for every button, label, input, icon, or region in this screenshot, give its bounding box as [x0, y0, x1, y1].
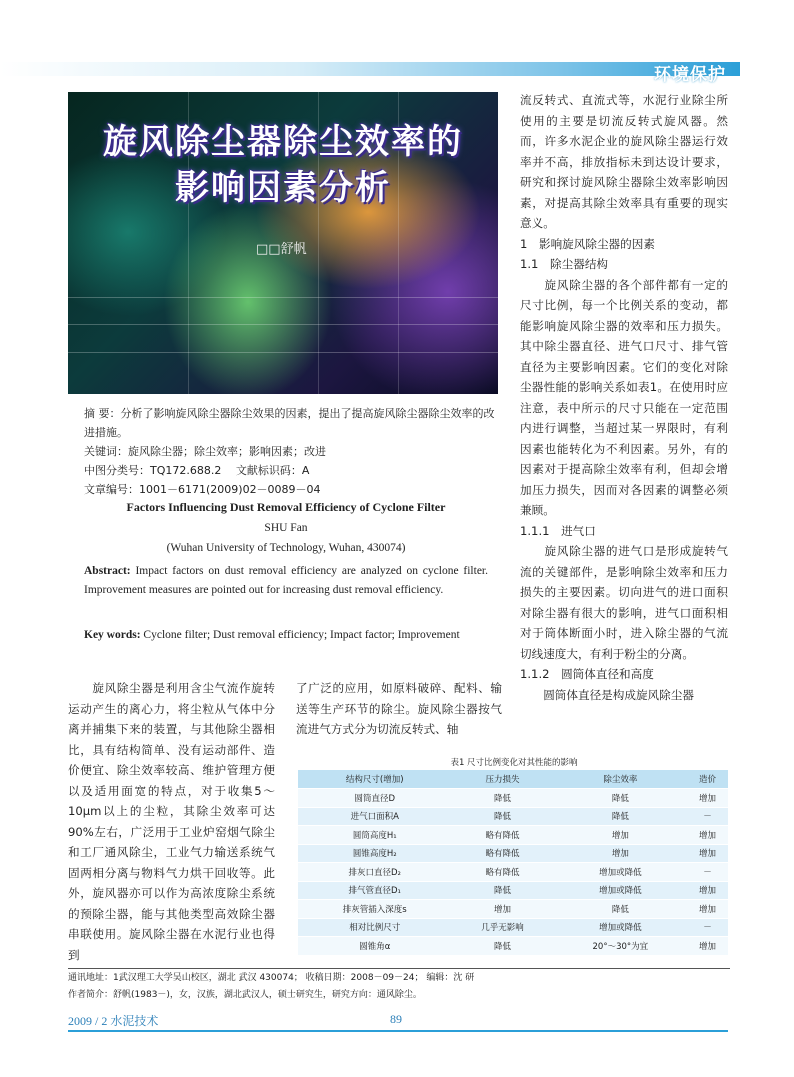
table-cell: 增加或降低	[554, 918, 688, 937]
table-header-row	[298, 770, 728, 789]
table-cell: 降低	[451, 937, 553, 956]
table-cell: 增加或降低	[554, 863, 688, 882]
hero-image	[68, 92, 498, 394]
heading-1-1: 1.1 除尘器结构	[520, 257, 609, 271]
body-right-column	[520, 90, 728, 705]
table-cell: 相对比例尺寸	[298, 918, 451, 937]
abstract-text-en: Impact factors on dust removal efficiency are analyzed on cyclone filter. Improvement measures are pointed out for increasing dust removal efficiency.	[84, 565, 488, 596]
table-cell: 增加	[451, 900, 553, 919]
english-abstract	[84, 562, 488, 600]
table-cell: 增加	[687, 881, 728, 900]
table-cell: 略有降低	[451, 844, 553, 863]
english-keywords	[84, 626, 488, 645]
table-cell: 增加或降低	[554, 881, 688, 900]
table-row	[298, 789, 728, 808]
table-row	[298, 826, 728, 845]
table-cell: 降低	[554, 807, 688, 826]
header-bar	[0, 62, 740, 76]
table-cell: 圆锥高度H₂	[298, 844, 451, 863]
paragraph-intro: 流反转式、直流式等，水泥行业除尘所使用的主要是切流反转式旋风器。然而，许多水泥企业的旋风除尘器运行效率并不高，排放指标未到达设计要求，研究和探讨旋风除尘器除尘效率影响因素，对提高其除尘效率具有重要的现实意义。	[520, 93, 728, 230]
abstract-text: 摘 要：分析了影响旋风除尘器除尘效果的因素，提出了提高旋风除尘器除尘效率的改进措施。	[84, 407, 495, 439]
page-number: 89	[390, 1012, 402, 1026]
table-cell: 圆筒高度H₁	[298, 826, 451, 845]
table-cell: 增加	[554, 844, 688, 863]
table-cell: 圆筒直径D	[298, 789, 451, 808]
abstract-label: Abstract:	[84, 565, 131, 577]
table-cell: 增加	[687, 937, 728, 956]
english-title: Factors Influencing Dust Removal Efficiency of Cyclone Filter	[126, 500, 446, 514]
page-footer	[68, 1012, 728, 1029]
table-cell: 降低	[451, 807, 553, 826]
table-header-cell: 压力损失	[451, 770, 553, 789]
article-title-line2: 影响因素分析	[175, 168, 391, 208]
footnote-address: 通讯地址：1武汉理工大学吴山校区，湖北 武汉 430074； 收稿日期：2008－09－24； 编辑：沈 研	[68, 973, 475, 983]
table-cell: 排灰口直径D₂	[298, 863, 451, 882]
footnote-author-bio: 作者简介：舒帆(1983－)，女，汉族，湖北武汉人，硕士研究生，研究方向：通风除尘。	[68, 990, 422, 1000]
table-cell: 20°～30°为宜	[554, 937, 688, 956]
table-cell: 降低	[451, 881, 553, 900]
table-cell: －	[687, 807, 728, 826]
heading-1: 1 影响旋风除尘器的因素	[520, 236, 655, 251]
table-cell: 降低	[554, 900, 688, 919]
article-title-line1: 旋风除尘器除尘效率的	[103, 122, 463, 162]
keywords-text-en: Cyclone filter; Dust removal efficiency; Impact factor; Improvement	[140, 629, 460, 641]
table-row	[298, 881, 728, 900]
keywords-zh: 关键词：旋风除尘器；除尘效率；影响因素；改进	[84, 445, 326, 458]
abstract-zh	[84, 404, 496, 499]
table-row	[298, 900, 728, 919]
footer-rule	[68, 1030, 728, 1032]
table-cell: －	[687, 918, 728, 937]
journal-issue: 2009 / 2 水泥技术	[68, 1014, 159, 1028]
article-author: □□舒帆	[256, 242, 307, 257]
paragraph-cylinder: 圆筒体直径是构成旋风除尘器	[520, 687, 694, 702]
table-row	[298, 937, 728, 956]
heading-1-1-1: 1.1.1 进气口	[520, 523, 596, 538]
table-cell: 略有降低	[451, 863, 553, 882]
english-affiliation: (Wuhan University of Technology, Wuhan, 430074)	[166, 542, 406, 554]
article-number: 文章编号：1001－6171(2009)02－0089－04	[84, 483, 321, 496]
body-middle-column: 了广泛的应用，如原料破碎、配料、输送等生产环节的除尘。旋风除尘器按气流进气方式分为切流反转式、轴	[296, 681, 502, 736]
table-cell: 排气管直径D₁	[298, 881, 451, 900]
table-caption: 表1 尺寸比例变化对其性能的影响	[450, 758, 578, 768]
table-cell: 降低	[554, 789, 688, 808]
table-cell: 几乎无影响	[451, 918, 553, 937]
footnote	[68, 968, 730, 1004]
table-cell: 排灰管插入深度s	[298, 900, 451, 919]
table-cell: 圆锥角α	[298, 937, 451, 956]
keywords-label: Key words:	[84, 629, 141, 641]
table-cell: 增加	[554, 826, 688, 845]
heading-1-1-2: 1.1.2 圆筒体直径和高度	[520, 667, 654, 681]
table-header-cell: 造价	[687, 770, 728, 789]
paragraph-inlet: 旋风除尘器的进气口是形成旋转气流的关键部件，是影响除尘效率和压力损失的主要因素。切向进气的进口面积对除尘器有很大的影响，进气口面积相对于筒体断面小时，进入除尘器的气流切线速度大，有利于粉尘的分离。	[520, 544, 728, 661]
section-tag: 环境保护	[654, 65, 726, 85]
body-left-column: 旋风除尘器是利用含尘气流作旋转运动产生的离心力，将尘粒从气体中分离并捕集下来的装置，与其他除尘器相比，具有结构简单、没有运动部件、造价便宜、除尘效率较高、维护管理方便以及适用面宽的特点，对于收集5～10μm以上的尘粒，其除尘效率可达90%左右，广泛用于工业炉窑烟气除尘和工厂通风除尘，工业气力输送系统气固两相分离与物料气力烘干回收等。此外，旋风器亦可以作为高浓度除尘系统的预除尘器，能与其他类型高效除尘器串联使用。旋风除尘器在水泥行业也得到	[68, 681, 275, 962]
table-cell: 进气口面积A	[298, 807, 451, 826]
table-cell: 增加	[687, 789, 728, 808]
english-author: SHU Fan	[264, 522, 308, 534]
table-cell: 略有降低	[451, 826, 553, 845]
data-table	[298, 770, 728, 956]
table-header-cell: 除尘效率	[554, 770, 688, 789]
table-cell: 降低	[451, 789, 553, 808]
table-row	[298, 844, 728, 863]
clc-number: 中图分类号：TQ172.688.2 文献标识码：A	[84, 464, 310, 477]
table-cell: －	[687, 863, 728, 882]
table-cell: 增加	[687, 826, 728, 845]
table-row	[298, 807, 728, 826]
table-cell: 增加	[687, 900, 728, 919]
table-row	[298, 918, 728, 937]
table-row	[298, 863, 728, 882]
table-cell: 增加	[687, 844, 728, 863]
paragraph-structure: 旋风除尘器的各个部件都有一定的尺寸比例，每一个比例关系的变动，都能影响旋风除尘器的效率和压力损失。其中除尘器直径、进气口尺寸、排气管直径为主要影响因素。它们的变化对除尘器性能的影响关系如表1。在使用时应注意，表中所示的尺寸只能在一定范围内进行调整，当超过某一界限时，有利因素也能转化为不利因素。另外，有的因素对于提高除尘效率有利，但却会增加压力损失，因而对各因素的调整必须兼顾。	[520, 277, 728, 517]
table-header-cell: 结构尺寸(增加)	[298, 770, 451, 789]
